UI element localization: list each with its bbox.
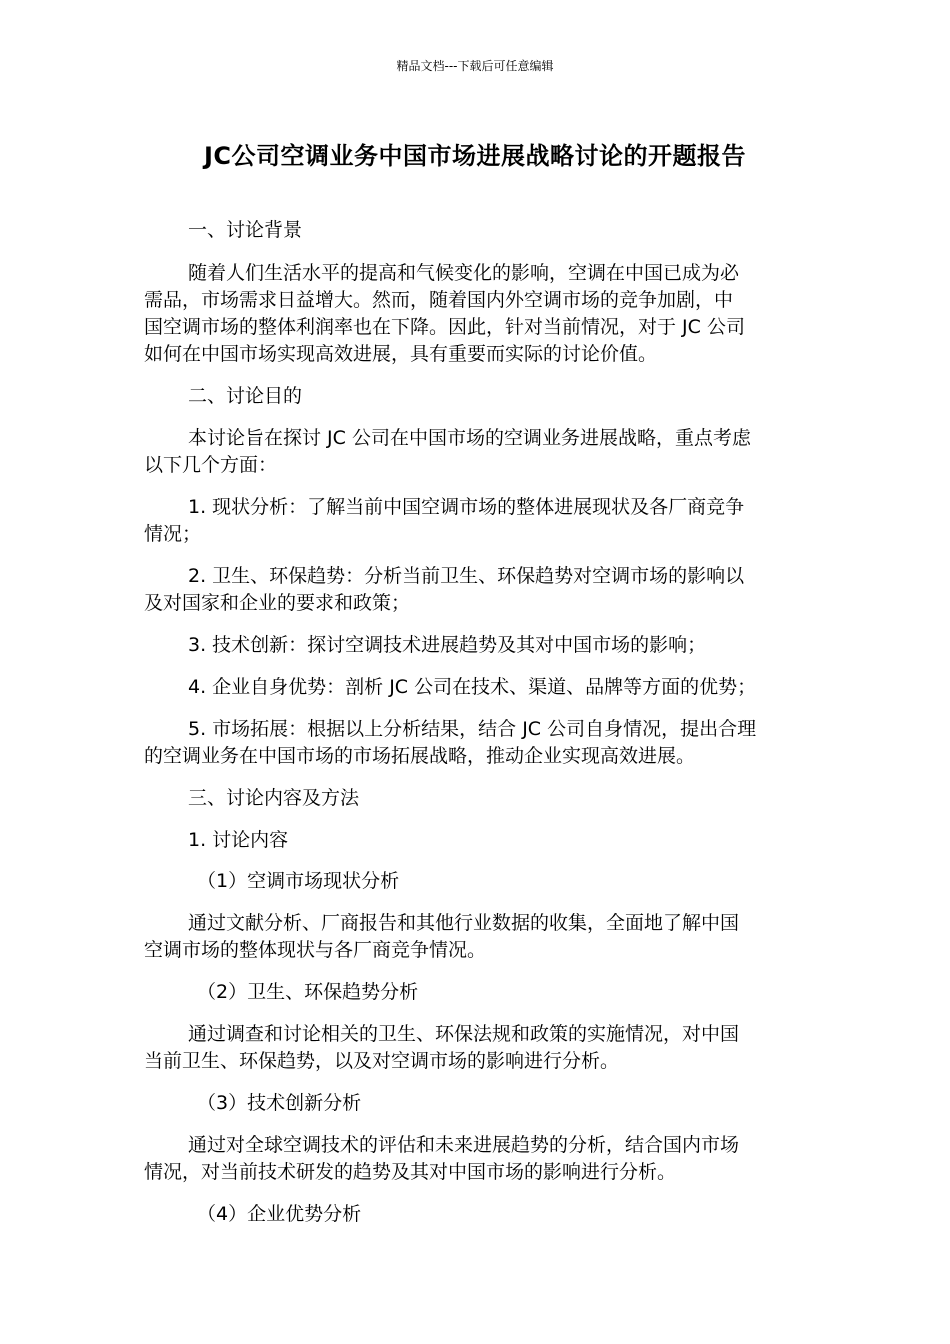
list-item-line: 的空调业务在中国市场的市场拓展战略，推动企业实现高效进展。 [144,745,696,767]
header-note: 精品文档---下载后可任意编辑 [396,59,554,73]
paragraph-environment [144,1021,808,1075]
section-heading-background [144,217,808,244]
section-heading-text: 三、讨论内容及方法 [188,787,360,809]
list-item-line: 2. 卫生、环保趋势：分析当前卫生、环保趋势对空调市场的影响以 [188,565,745,587]
list-item-status-analysis [144,494,808,548]
subsection-heading-company [144,1201,808,1228]
subsection-heading-text: 1. 讨论内容 [188,829,289,851]
section-heading-content-method [144,785,808,812]
list-item-line: 5. 市场拓展：根据以上分析结果，结合 JC 公司自身情况，提出合理 [188,718,757,740]
paragraph-line: 空调市场的整体现状与各厂商竞争情况。 [144,939,487,961]
paragraph-line: 如何在中国市场实现高效进展，具有重要而实际的讨论价值。 [144,343,658,365]
paragraph-purpose [144,425,808,479]
paragraph-line: 通过文献分析、厂商报告和其他行业数据的收集，全面地了解中国 [188,912,740,934]
list-item-line: 情况； [144,523,202,545]
subsection-heading-text: （4）企业优势分析 [197,1203,362,1225]
paragraph-tech [144,1132,808,1186]
paragraph-line: 通过调查和讨论相关的卫生、环保法规和政策的实施情况，对中国 [188,1023,740,1045]
paragraph-line: 当前卫生、环保趋势，以及对空调市场的影响进行分析。 [144,1050,620,1072]
paragraph-market-status [144,910,808,964]
subsection-heading-text: （1）空调市场现状分析 [197,870,400,892]
paragraph-line: 本讨论旨在探讨 JC 公司在中国市场的空调业务进展战略，重点考虑 [188,427,751,449]
list-item-line: 4. 企业自身优势：剖析 JC 公司在技术、渠道、品牌等方面的优势； [188,676,757,698]
paragraph-line: 通过对全球空调技术的评估和未来进展趋势的分析，结合国内市场 [188,1134,740,1156]
list-item-line: 及对国家和企业的要求和政策； [144,592,411,614]
paragraph-line: 情况，对当前技术研发的趋势及其对中国市场的影响进行分析。 [144,1161,677,1183]
subsection-heading-environment [144,979,808,1006]
paragraph-line: 以下几个方面： [144,454,278,476]
list-item-line: 3. 技术创新：探讨空调技术进展趋势及其对中国市场的影响； [188,634,707,656]
paragraph-line: 需品，市场需求日益增大。然而，随着国内外空调市场的竞争加剧，中 [144,289,734,311]
section-heading-purpose [144,383,808,410]
list-item-company-advantage [144,674,808,701]
paragraph-line: 随着人们生活水平的提高和气候变化的影响，空调在中国已成为必 [188,262,740,284]
document-title: JC公司空调业务中国市场进展战略讨论的开题报告 [203,142,747,170]
subsection-heading-text: （3）技术创新分析 [197,1092,362,1114]
list-item-market-expansion [144,716,808,770]
subsection-heading-market-status [144,868,808,895]
section-heading-text: 二、讨论目的 [188,385,303,407]
subsection-heading-tech [144,1090,808,1117]
list-item-line: 1. 现状分析：了解当前中国空调市场的整体进展现状及各厂商竞争 [188,496,745,518]
list-item-tech-innovation [144,632,808,659]
subsection-heading-text: （2）卫生、环保趋势分析 [197,981,419,1003]
paragraph-background [144,260,808,368]
list-item-environment-trend [144,563,808,617]
paragraph-line: 国空调市场的整体利润率也在下降。因此，针对当前情况，对于 JC 公司 [144,316,745,338]
subsection-heading-content [144,827,808,854]
section-heading-text: 一、讨论背景 [188,219,303,241]
